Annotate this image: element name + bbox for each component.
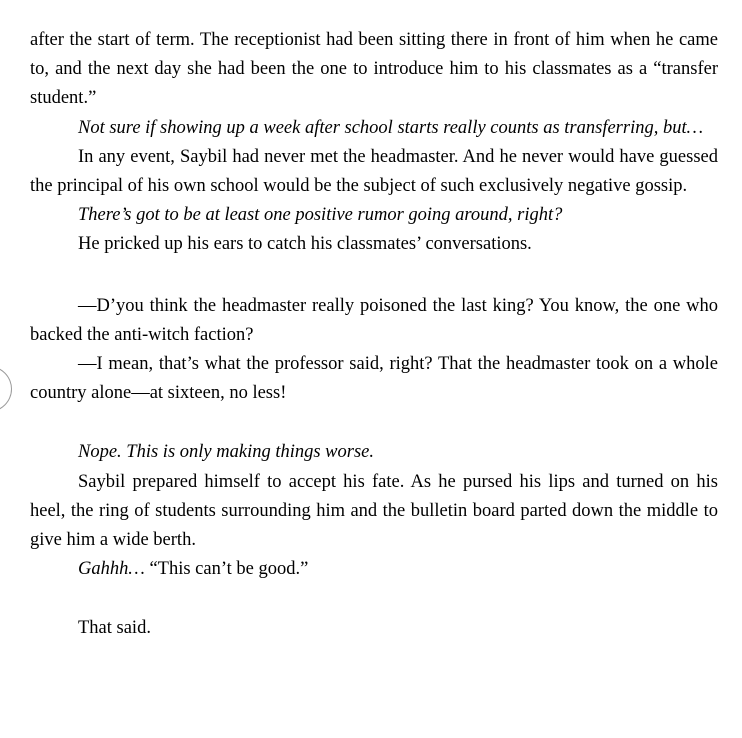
paragraph-10 xyxy=(30,555,718,584)
paragraph-10-text: Gahhh… xyxy=(78,559,150,580)
paragraph-8-inner-thought: Nope. This is only making things worse. xyxy=(78,442,375,463)
paragraph-4-inner-thought: There’s got to be at least one positive rumor going around, right? xyxy=(78,205,563,226)
paragraph-2-inner-thought: Not sure if showing up a week after school starts really counts as transferring, but… xyxy=(78,117,704,138)
scene-gap-1 xyxy=(30,260,718,292)
paragraph-6-dialogue: —D’you think the headmaster really poisoned the last king? You know, the one who backed the anti-witch faction? xyxy=(30,295,718,345)
paragraph-3: In any event, Saybil had never met the headmaster. And he never would have guessed the principal of his own school would be the subject of such exclusively negative gossip. xyxy=(30,146,718,197)
scene-gap-3 xyxy=(30,584,718,614)
paragraph-5: He pricked up his ears to catch his classmates’ conversations. xyxy=(78,234,532,255)
paragraph-9: Saybil prepared himself to accept his fate. As he pursed his lips and turned on his heel, the ring of students surrounding him and the bulletin board parted down the middle to give him a wide berth. xyxy=(30,471,718,551)
paragraph-7-dialogue: —I mean, that’s what the professor said, right? That the headmaster took on a whole country alone—at sixteen, no less! xyxy=(30,354,718,404)
paragraph-11: That said. xyxy=(78,618,151,639)
body-text-column xyxy=(30,26,718,644)
page-edge-mark xyxy=(0,366,12,412)
scene-gap-2 xyxy=(30,408,718,438)
paragraph-1: after the start of term. The receptionist had been sitting there in front of him when he came to, and the next day she had been the one to introduce him to his classmates as a “transfer student.” xyxy=(30,30,718,109)
paragraph-10-quote: “This can’t be good.” xyxy=(149,559,309,580)
